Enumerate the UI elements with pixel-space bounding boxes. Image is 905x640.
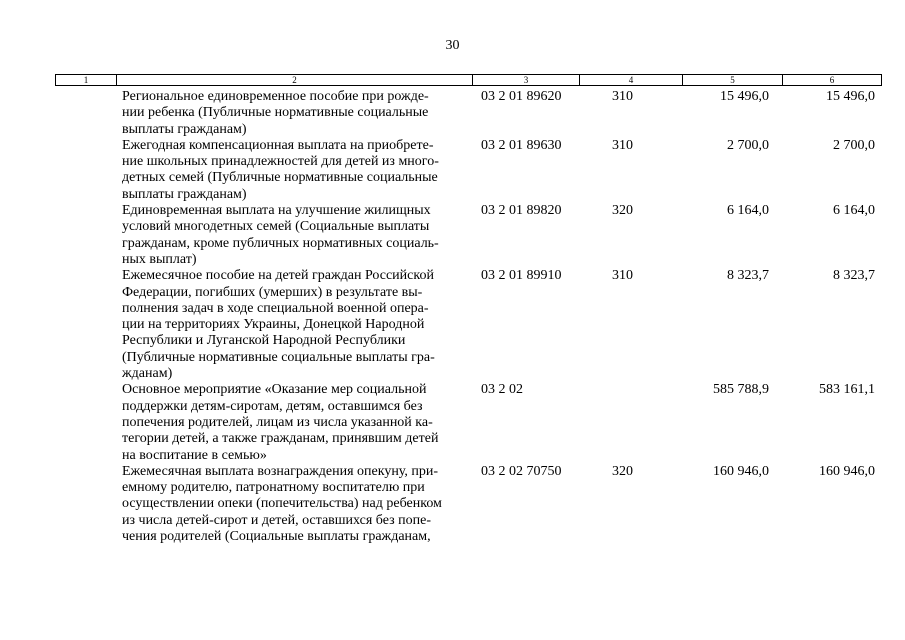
row-value-col5: 160 946,0 (713, 463, 769, 479)
row-value-col6: 583 161,1 (819, 382, 875, 398)
table-row (55, 203, 881, 268)
row-expense-type: 320 (612, 203, 633, 219)
row-expense-type: 320 (612, 463, 633, 479)
description-line: Ежемесячное пособие на детей граждан Российской (122, 268, 434, 284)
description-line: из числа детей-сирот и детей, оставшихся без попе- (122, 512, 431, 528)
row-description (122, 89, 474, 138)
table-row (55, 268, 881, 382)
row-expense-type: 310 (612, 137, 633, 153)
description-line: поддержки детям-сиротам, детям, оставшимся без (122, 398, 423, 414)
row-expense-type: 310 (612, 89, 633, 104)
description-line: Ежемесячная выплата вознаграждения опекуну, при- (122, 463, 439, 479)
row-code: 03 2 01 89630 (481, 137, 562, 153)
description-line: Единовременная выплата на улучшение жилищных (122, 203, 431, 219)
row-description (122, 268, 474, 382)
description-line: выплаты гражданам) (122, 186, 247, 202)
header-col-2: 2 (117, 75, 473, 86)
description-line: Республики и Луганской Народной Республики (122, 333, 406, 349)
table-row (55, 464, 881, 545)
row-value-col6: 160 946,0 (819, 463, 875, 479)
header-col-5: 5 (683, 75, 783, 86)
description-line: жданам) (122, 366, 173, 382)
description-line: попечения родителей, лицам из числа указанной ка- (122, 414, 433, 430)
description-line: гражданам, кроме публичных нормативных социаль- (122, 235, 439, 251)
row-value-col5: 2 700,0 (727, 137, 769, 153)
description-line: полнения задач в ходе специальной военной опера- (122, 300, 429, 316)
row-code: 03 2 02 70750 (481, 463, 562, 479)
row-code: 03 2 02 (481, 382, 523, 398)
description-line: тегории детей, а также гражданам, принявшим детей (122, 431, 439, 447)
description-line: выплаты гражданам) (122, 121, 247, 137)
row-value-col5: 15 496,0 (720, 89, 769, 104)
description-line: детных семей (Публичные нормативные социальные (122, 170, 438, 186)
row-value-col6: 8 323,7 (833, 268, 875, 284)
header-col-6: 6 (783, 75, 882, 86)
row-expense-type: 310 (612, 268, 633, 284)
description-line: условий многодетных семей (Социальные выплаты (122, 219, 430, 235)
description-line: ние школьных принадлежностей для детей из много- (122, 154, 439, 170)
table-body (55, 89, 881, 545)
description-line: чения родителей (Социальные выплаты гражданам, (122, 529, 431, 545)
description-line: осуществлении опеки (попечительства) над ребенком (122, 496, 442, 512)
row-description (122, 464, 474, 545)
row-code: 03 2 01 89910 (481, 268, 562, 284)
description-line: ных выплат) (122, 251, 197, 267)
description-line: Основное мероприятие «Оказание мер социальной (122, 382, 427, 398)
description-line: ции на территориях Украины, Донецкой Народной (122, 317, 425, 333)
row-code: 03 2 01 89620 (481, 89, 562, 104)
row-description (122, 203, 474, 268)
row-value-col5: 8 323,7 (727, 268, 769, 284)
table-row (55, 138, 881, 203)
description-line: на воспитание в семью» (122, 447, 267, 463)
table-row (55, 382, 881, 463)
table-row (55, 89, 881, 138)
header-col-1: 1 (56, 75, 117, 86)
row-value-col5: 6 164,0 (727, 203, 769, 219)
row-value-col5: 585 788,9 (713, 382, 769, 398)
header-col-4: 4 (580, 75, 683, 86)
page-number: 30 (445, 38, 460, 53)
description-line: нии ребенка (Публичные нормативные социальные (122, 105, 429, 121)
row-code: 03 2 01 89820 (481, 203, 562, 219)
table-header (55, 74, 882, 86)
row-value-col6: 6 164,0 (833, 203, 875, 219)
header-col-3: 3 (473, 75, 580, 86)
row-description (122, 382, 474, 463)
description-line: Ежегодная компенсационная выплата на приобрете- (122, 137, 434, 153)
row-description (122, 138, 474, 203)
description-line: Региональное единовременное пособие при рожде- (122, 89, 429, 104)
row-value-col6: 15 496,0 (826, 89, 875, 104)
description-line: Федерации, погибших (умерших) в результате вы- (122, 284, 423, 300)
description-line: емному родителю, патронатному воспитателю при (122, 480, 425, 496)
description-line: (Публичные нормативные социальные выплаты гра- (122, 349, 435, 365)
row-value-col6: 2 700,0 (833, 137, 875, 153)
